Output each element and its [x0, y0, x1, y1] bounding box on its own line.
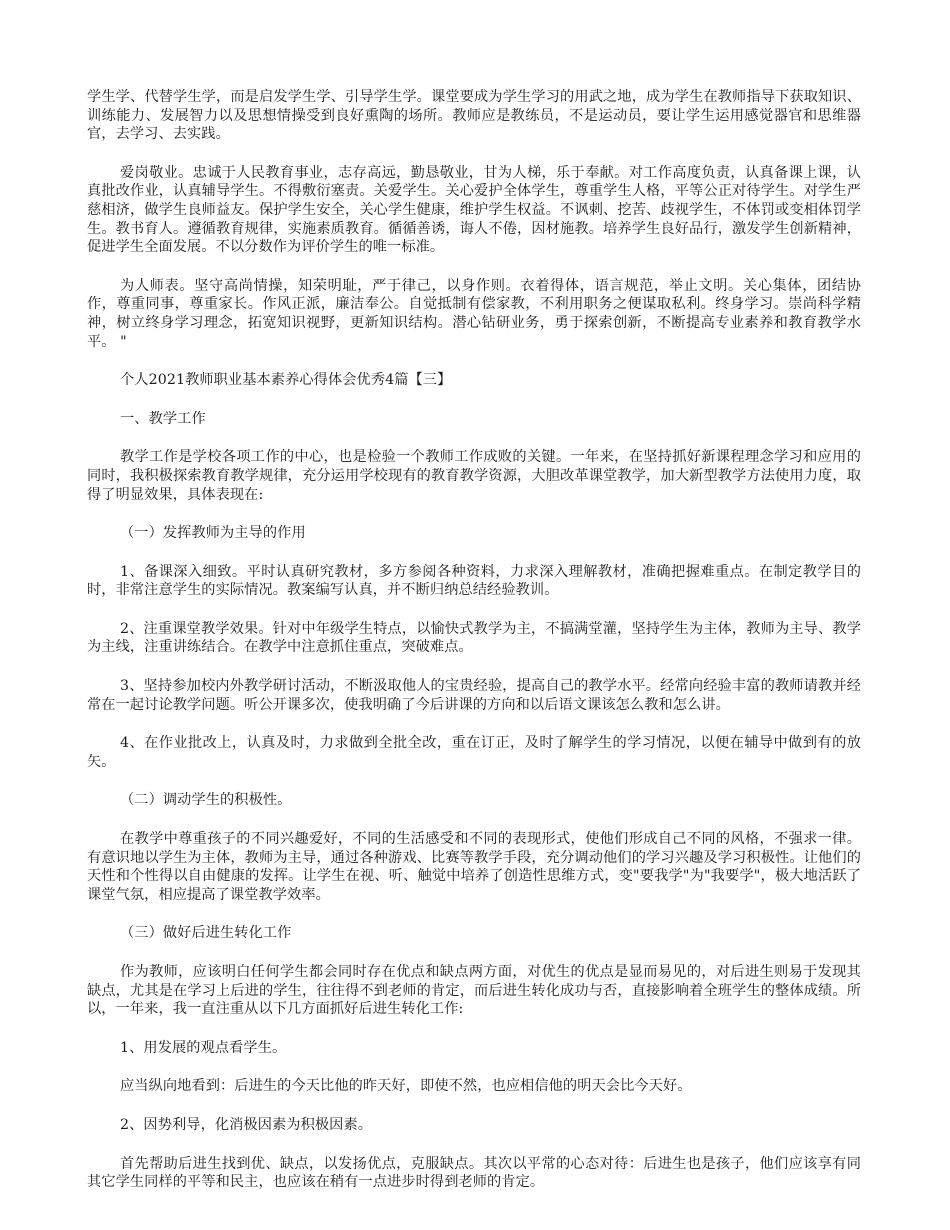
section-heading: 个人2021教师职业基本素养心得体会优秀4篇【三】 — [120, 372, 452, 389]
paragraph-development-view: 应当纵向地看到：后进生的今天比他的昨天好，即使不然，也应相信他的明天会比今天好。 — [120, 1078, 692, 1095]
list-item-development-view: 1、用发展的观点看学生。 — [120, 1039, 287, 1056]
list-item-2: 2、注重课堂教学效果。针对中年级学生特点，以愉快式教学为主，不搞满堂灌，坚持学生为主体，教师为主导、教学为主线，注重讲练结合。在教学中注意抓住重点，突破难点。 — [87, 620, 861, 656]
paragraph-1: 学生学、代替学生学，而是启发学生学、引导学生学。课堂要成为学生学习的用武之地，成为学生在教师指导下获取知识、训练能力、发展智力以及思想情操受到良好熏陶的场所。教师应是教练员，不是运动员，要让学生运用感觉器官和思维器官，去学习、去实践。 — [87, 89, 861, 143]
paragraph-guidance: 首先帮助后进生找到优、缺点，以发扬优点，克服缺点。其次以平常的心态对待：后进生也是孩子，他们应该享有同其它学生同样的平等和民主，也应该在稍有一点进步时得到老师的肯定。 — [87, 1155, 861, 1191]
list-item-4: 4、在作业批改上，认真及时，力求做到全批全改，重在订正，及时了解学生的学习情况，以便在辅导中做到有的放矢。 — [87, 735, 861, 770]
subsection-heading-teaching: 一、教学工作 — [120, 410, 206, 427]
paragraph-teaching-intro: 教学工作是学校各项工作的中心，也是检验一个教师工作成败的关键。一年来，在坚持抓好新课程理念学习和应用的同时，我积极探索教育教学规律，充分运用学校现有的教育教学资源，大胆改革课堂教学，加大新型教学方法使用力度，取得了明显效果，具体表现在: — [87, 449, 861, 503]
paragraph-student-motivation: 在教学中尊重孩子的不同兴趣爱好，不同的生活感受和不同的表现形式，使他们形成自己不同的风格，不强求一律。有意识地以学生为主体，教师为主导，通过各种游戏、比赛等教学手段，充分调动他们的学习兴趣及学习积极性。让他们的天性和个性得以自由健康的发挥。让学生在视、听、触觉中培养了创造性思维方式，变"要我学"为"我要学"，极大地活跃了课堂气氛，相应提高了课堂教学效率。 — [87, 831, 861, 903]
subheading-student-motivation: （二）调动学生的积极性。 — [120, 792, 292, 809]
document-page — [87, 88, 861, 1212]
paragraph-3: 为人师表。坚守高尚情操，知荣明耻，严于律己，以身作则。衣着得体，语言规范，举止文明。关心集体，团结协作，尊重同事，尊重家长。作风正派，廉洁奉公。自觉抵制有偿家教，不利用职务之便谋取私利。终身学习。崇尚科学精神，树立终身学习理念，拓宽知识视野，更新知识结构。潜心钻研业务，勇于探索创新，不断提高专业素养和教育教学水平。 " — [87, 277, 861, 350]
paragraph-2: 爱岗敬业。忠诚于人民教育事业，志存高远，勤恳敬业，甘为人梯，乐于奉献。对工作高度负责，认真备课上课，认真批改作业，认真辅导学生。不得敷衍塞责。关爱学生。关心爱护全体学生，尊重学生人格，平等公正对待学生。对学生严慈相济，做学生良师益友。保护学生安全，关心学生健康，维护学生权益。不讽刺、挖苦、歧视学生，不体罚或变相体罚学生。教书育人。遵循教育规律，实施素质教育。循循善诱，诲人不倦，因材施教。培养学生良好品行，激发学生创新精神，促进学生全面发展。不以分数作为评价学生的唯一标准。 — [87, 164, 861, 256]
paragraph-struggling-students: 作为教师，应该明白任何学生都会同时存在优点和缺点两方面，对优生的优点是显而易见的，对后进生则易于发现其缺点，尤其是在学习上后进的学生，往往得不到老师的肯定，而后进生转化成功与否，直接影响着全班学生的整体成绩。所以，一年来，我一直注重从以下几方面抓好后进生转化工作: — [87, 964, 861, 1018]
subheading-struggling-students: （三）做好后进生转化工作 — [120, 925, 292, 942]
list-item-1: 1、备课深入细致。平时认真研究教材，多方参阅各种资料，力求深入理解教材，准确把握难重点。在制定教学目的时，非常注意学生的实际情况。教案编写认真，并不断归纳总结经验教训。 — [87, 563, 861, 599]
list-item-guidance: 2、因势利导，化消极因素为积极因素。 — [120, 1116, 373, 1133]
list-item-3: 3、坚持参加校内外教学研讨活动，不断汲取他人的宝贵经验，提高自己的教学水平。经常向经验丰富的教师请教并经常在一起讨论教学问题。听公开课多次，使我明确了今后讲课的方向和以后语文课该怎么教和怎么讲。 — [87, 678, 861, 713]
subheading-teacher-lead: （一）发挥教师为主导的作用 — [120, 525, 306, 542]
